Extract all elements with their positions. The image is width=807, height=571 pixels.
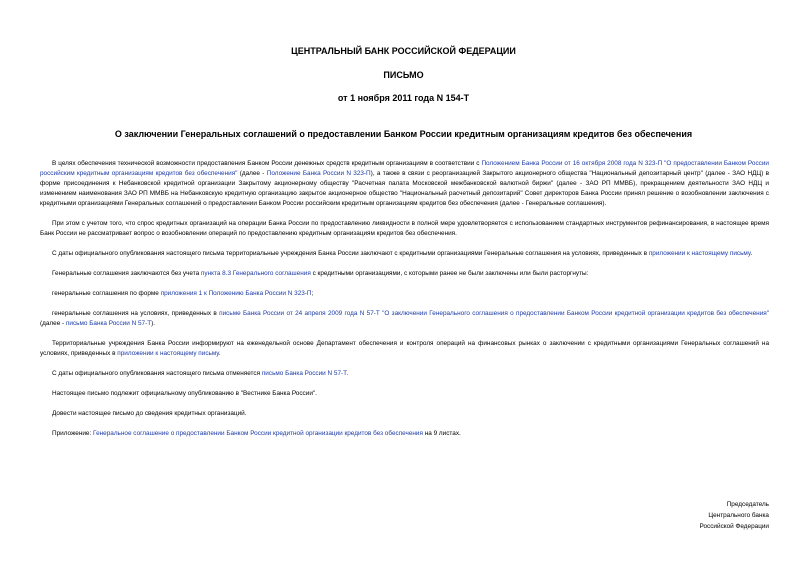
text: С даты официального опубликования настоящего письма отменяется xyxy=(52,370,262,377)
text: ), а также в связи с реорганизацией Закрытого акционерного общества "Национальный депозитарный центр" (далее - ЗАО НДЦ) в форме присоединения к Небанковской кредитной организации Закрытому акционерному обществу "Расчетная палата Московской межбанковской валютной биржи" (далее - ЗАО РП ММВБ), прекращением деятельности ЗАО НДЦ и изменением наименования ЗАО РП ММВБ на Небанковскую кредитную организацию закрытое акционерное общество "Национальный расчетный депозитарий" Совет директоров Банка России принял решение о возобновлении заключения с кредитными организациями Генеральных соглашений о предоставлении Банком России российским кредитным организациям кредитов без обеспечения (далее - Генеральные соглашения). xyxy=(40,170,769,207)
link-regulation-323p[interactable]: Положением Банка России от 16 октября 2008 года N 323-П "О предоставлении Банком России российским кредитным организациям кредитов без обеспечения" xyxy=(40,160,769,177)
link-appendix[interactable]: приложении к настоящему письму xyxy=(648,250,751,257)
signature-line: Российской Федерации xyxy=(699,523,769,530)
text: . xyxy=(218,350,221,357)
paragraph-2: При этом с учетом того, что спрос кредитных организаций на операции Банка России по предоставлению ликвидности в полной мере удовлетворяется с использованием стандартных инструментов рефинансирования, в настоящее время Банк России не рассматривает вопрос о возобновлении операций по предоставлению кредитным организациям кредитов без обеспечения. xyxy=(40,220,769,237)
paragraph-6 xyxy=(40,309,769,329)
link-appendix-1-323p[interactable]: приложения 1 к Положению Банка России N 323-П xyxy=(160,290,312,297)
issuer-title: ЦЕНТРАЛЬНЫЙ БАНК РОССИЙСКОЙ ФЕДЕРАЦИИ xyxy=(291,46,516,56)
paragraph-3 xyxy=(40,249,769,259)
text: генеральные соглашения по форме xyxy=(52,290,161,297)
text: ; xyxy=(311,290,314,297)
text: (далее - xyxy=(237,170,267,177)
signature-line: Центрального банка xyxy=(708,512,769,519)
document-type: ПИСЬМО xyxy=(383,70,424,80)
paragraph-1 xyxy=(40,159,769,209)
link-clause-8-3[interactable]: пункта 8.3 Генерального соглашения xyxy=(200,270,311,277)
text: Генеральные соглашения заключаются без учета xyxy=(52,270,201,277)
signature-line: Председатель xyxy=(726,501,769,508)
link-letter-57t-full[interactable]: письме Банка России от 24 апреля 2009 года N 57-Т "О заключении Генерального соглашения о предоставлении Банком России кредитной организации кредитов без обеспечения" xyxy=(219,310,770,317)
link-letter-57t-short[interactable]: письмо Банка России N 57-Т xyxy=(65,320,152,327)
text: С даты официального опубликования настоящего письма территориальные учреждения Банка России заключают с кредитными организациями Генеральные соглашения на условиях, приведенных в xyxy=(52,250,649,257)
text: . xyxy=(750,250,753,257)
link-regulation-323p-short[interactable]: Положение Банка России N 323-П xyxy=(266,170,371,177)
text: генеральные соглашения на условиях, приведенных в xyxy=(52,310,220,317)
document-date-number: от 1 ноября 2011 года N 154-Т xyxy=(337,93,470,103)
text: Территориальные учреждения Банка России информируют на еженедельной основе Департамент обеспечения и контроля операций на финансовых рынках о заключении с кредитными организациями Генеральных соглашений на условиях, приведенных в xyxy=(40,340,769,357)
text: на 9 листах. xyxy=(422,430,461,437)
document-subject: О заключении Генеральных соглашений о предоставлении Банком России кредитным организациям кредитов без обеспечения xyxy=(114,129,693,139)
text: (далее - xyxy=(40,320,66,327)
link-appendix[interactable]: приложении к настоящему письму xyxy=(117,350,219,357)
paragraph-4 xyxy=(40,269,769,279)
text: Приложение: xyxy=(52,430,94,437)
text: с кредитными организациями, с которыми ранее не были заключены или были расторгнуты: xyxy=(310,270,589,277)
paragraph-7 xyxy=(40,339,769,359)
signature-block xyxy=(700,499,770,532)
text: . xyxy=(346,370,349,377)
link-general-agreement[interactable]: Генеральное соглашение о предоставлении Банком России кредитной организации кредитов без обеспечения xyxy=(93,430,423,437)
text: ). xyxy=(151,320,156,327)
text: В целях обеспечения технической возможности предоставления Банком России денежных средств кредитным организациям в соответствии с xyxy=(52,160,482,167)
paragraph-5 xyxy=(40,289,769,299)
paragraph-11 xyxy=(40,429,769,439)
link-letter-57t[interactable]: письмо Банка России N 57-Т xyxy=(261,370,347,377)
paragraph-9: Настоящее письмо подлежит официальному опубликованию в "Вестнике Банка России". xyxy=(52,390,317,397)
paragraph-8 xyxy=(40,369,769,379)
document-body xyxy=(40,159,769,449)
paragraph-10: Довести настоящее письмо до сведения кредитных организаций. xyxy=(52,410,247,417)
